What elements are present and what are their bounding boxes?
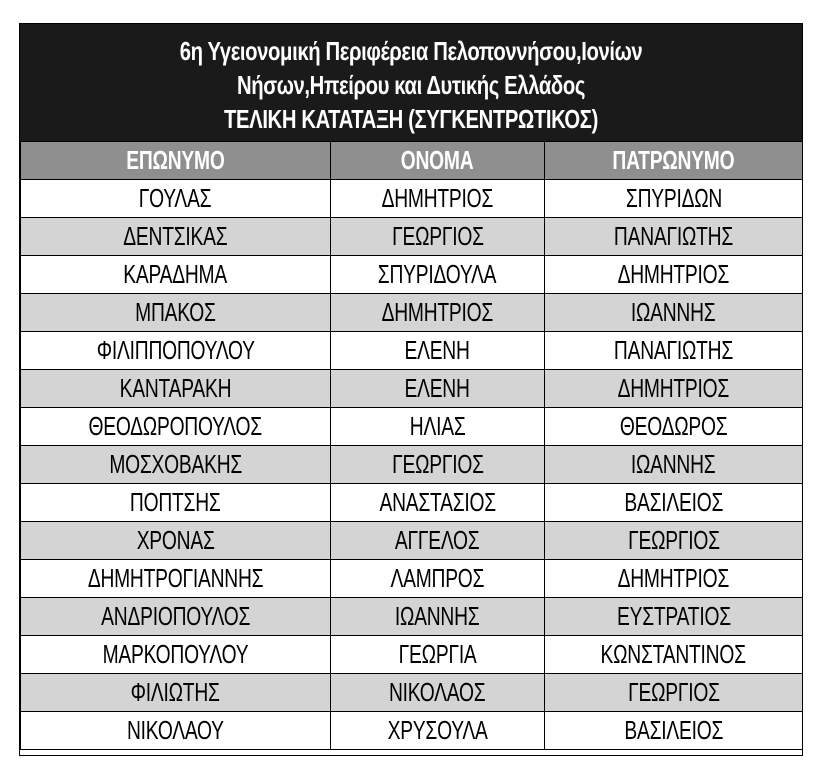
cell-surname: ΑΝΔΡΙΟΠΟΥΛΟΣ [21,598,331,636]
table-header-row [21,142,803,180]
table-row [21,484,803,522]
cell-name: ΙΩΑΝΝΗΣ [331,598,545,636]
cell-surname: ΦΙΛΙΩΤΗΣ [21,674,331,712]
cell-fathers-name: ΠΑΝΑΓΙΩΤΗΣ [545,218,803,256]
cell-name: ΑΓΓΕΛΟΣ [331,522,545,560]
cell-fathers-name: ΔΗΜΗΤΡΙΟΣ [545,370,803,408]
table-row [21,636,803,674]
table-row [21,598,803,636]
table-row [21,294,803,332]
cell-surname: ΠΟΠΤΣΗΣ [21,484,331,522]
cell-fathers-name: ΓΕΩΡΓΙΟΣ [545,674,803,712]
table-row [21,180,803,218]
table-row [21,370,803,408]
cell-surname: ΜΠΑΚΟΣ [21,294,331,332]
table-row [21,332,803,370]
cell-fathers-name: ΒΑΣΙΛΕΙΟΣ [545,712,803,750]
cell-name: ΛΑΜΠΡΟΣ [331,560,545,598]
table-row [21,446,803,484]
table-row [21,218,803,256]
cell-surname: ΜΟΣΧΟΒΑΚΗΣ [21,446,331,484]
cell-name: ΓΕΩΡΓΙΟΣ [331,218,545,256]
cell-name: ΓΕΩΡΓΙΟΣ [331,446,545,484]
cell-surname: ΦΙΛΙΠΠΟΠΟΥΛΟΥ [21,332,331,370]
cell-fathers-name: ΓΕΩΡΓΙΟΣ [545,522,803,560]
table-row [21,712,803,750]
cell-name: ΔΗΜΗΤΡΙΟΣ [331,180,545,218]
cell-fathers-name: ΙΩΑΝΝΗΣ [545,446,803,484]
column-header-fathers-name: ΠΑΤΡΩΝΥΜΟ [545,142,803,180]
cell-name: ΓΕΩΡΓΙΑ [331,636,545,674]
cell-surname: ΔΕΝΤΣΙΚΑΣ [21,218,331,256]
title-region: 6η Υγειονομική Περιφέρεια Πελοποννήσου,Ιονίων [179,36,643,66]
cell-surname: ΘΕΟΔΩΡΟΠΟΥΛΟΣ [21,408,331,446]
cell-name: ΔΗΜΗΤΡΙΟΣ [331,294,545,332]
cell-fathers-name: ΒΑΣΙΛΕΙΟΣ [545,484,803,522]
cell-name: ΣΠΥΡΙΔΟΥΛΑ [331,256,545,294]
column-header-surname: ΕΠΩΝΥΜΟ [21,142,331,180]
cell-name: ΗΛΙΑΣ [331,408,545,446]
cell-surname: ΝΙΚΟΛΑΟΥ [21,712,331,750]
cell-surname: ΚΑΡΑΔΗΜΑ [21,256,331,294]
column-header-name: ΟΝΟΜΑ [331,142,545,180]
cell-fathers-name: ΙΩΑΝΝΗΣ [545,294,803,332]
title-region-cont: Νήσων,Ηπείρου και Δυτικής Ελλάδος [236,70,585,100]
cell-surname: ΚΑΝΤΑΡΑΚΗ [21,370,331,408]
cell-fathers-name: ΘΕΟΔΩΡΟΣ [545,408,803,446]
table-row [21,256,803,294]
cell-surname: ΜΑΡΚΟΠΟΥΛΟΥ [21,636,331,674]
cell-fathers-name: ΣΠΥΡΙΔΩΝ [545,180,803,218]
cell-surname: ΧΡΟΝΑΣ [21,522,331,560]
table-row [21,408,803,446]
cell-surname: ΓΟΥΛΑΣ [21,180,331,218]
cell-fathers-name: ΕΥΣΤΡΑΤΙΟΣ [545,598,803,636]
cell-name: ΑΝΑΣΤΑΣΙΟΣ [331,484,545,522]
cell-name: ΕΛΕΝΗ [331,370,545,408]
cell-fathers-name: ΔΗΜΗΤΡΙΟΣ [545,560,803,598]
table-row [21,522,803,560]
cell-fathers-name: ΔΗΜΗΤΡΙΟΣ [545,256,803,294]
cell-surname: ΔΗΜΗΤΡΟΓΙΑΝΝΗΣ [21,560,331,598]
ranking-table [20,141,803,750]
title-block [20,24,802,141]
cell-name: ΝΙΚΟΛΑΟΣ [331,674,545,712]
cell-name: ΕΛΕΝΗ [331,332,545,370]
table-row [21,560,803,598]
cell-name: ΧΡΥΣΟΥΛΑ [331,712,545,750]
table-row [21,674,803,712]
title-ranking: ΤΕΛΙΚΗ ΚΑΤΑΤΑΞΗ (ΣΥΓΚΕΝΤΡΩΤΙΚΟΣ) [224,104,598,134]
cell-fathers-name: ΠΑΝΑΓΙΩΤΗΣ [545,332,803,370]
cell-fathers-name: ΚΩΝΣΤΑΝΤΙΝΟΣ [545,636,803,674]
ranking-document [19,23,803,756]
